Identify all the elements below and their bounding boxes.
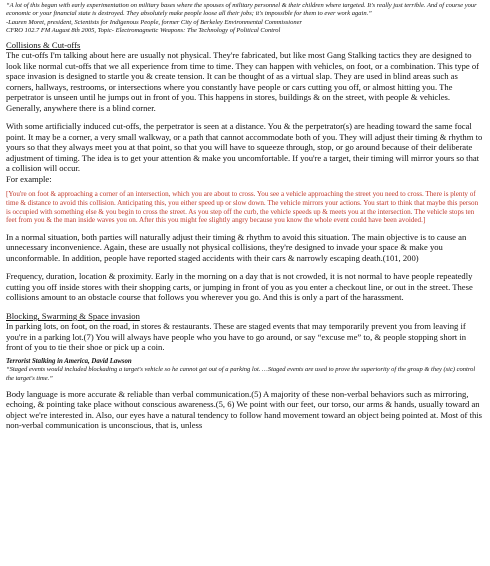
paragraph-blocking-2: Body language is more accurate & reliable than verbal communication.(5) A majority of these non-verbal behaviors such as mirroring, echoing, & pointing take place without conscious awareness.(5, 6) We point with our feet, our torso, our arms & hands, usually toward an object we're interested in. Also, our eyes have a natural tendency to follow hand movement toward an object being pointed at. Most of this non-verbal communication is unconscious, that is, unless xyxy=(6,388,482,431)
citation-title: Terrorist Stalking in America, David Lawson xyxy=(6,357,132,365)
example-label: For example: xyxy=(6,173,52,184)
paragraph-collisions-3: In a normal situation, both parties will naturally adjust their timing & rhythm to avoid this situation. The main objective is to cause an unnecessary inconvenience. Again, these are usually not physical collisions, they're designed to invade your space & make you unconformable. In addition, people have reported staged accidents with their cars & narrowly escaping death.(101, 200) xyxy=(6,231,467,263)
quote-attribution: -Lauren Moret, president, Scientists for Indigenous People, former City of Berkeley Environmental Commissioner xyxy=(6,18,303,26)
paragraph-blocking-1: In parking lots, on foot, on the road, in stores & restaurants. These are staged events that may temporarily prevent you from leaving if you're in a parking lot.(7) You will always have people who you have to go around, or say “excuse me” to, & people stopping short in front of you to tie their shoe or pick up a coin. xyxy=(6,321,467,353)
section-heading-blocking: Blocking, Swarming & Space invasion xyxy=(6,310,140,321)
section-heading-collisions: Collisions & Cut-offs xyxy=(6,39,81,50)
quote-source: CFRO 102.7 FM August 8th 2005, Topic- Electromagnetic Weapons: The Technology of Political Control xyxy=(6,27,281,35)
citation-text: “Staged events would included blockading a target's vehicle so he cannot get out of a parking lot. …Staged events are used to prove the superiority of the group & they (sic) control the target's time.” xyxy=(6,366,476,382)
quote-text: “A lot of this began with early experimentation on military bases where the spouses of military personnel & their children where targeted. It's really just terrible. And of course your economic or your financial state is destroyed. They absolutely make people loose all their jobs; it's impossible for them to ever work again.” xyxy=(6,2,477,18)
example-red-text: [You're on foot & approaching a corner of an intersection, which you are about to cross. You see a vehicle approaching the street you need to cross. There is plenty of time & distance to avoid this collision. Anticipating this, you either speed up or slow down. The vehicle mirrors your actions. You start to think that maybe this person is occupied with something else & you begin to cross the street. As you step off the curb, the vehicle speeds up & meets you at the intersection. The vehicle stops ten feet from you & the man inside waves you on. After this you might fee slightly angry because you know the whole event could have been avoided.] xyxy=(6,190,479,225)
paragraph-collisions-2: With some artificially induced cut-offs, the perpetrator is seen at a distance. You & the perpetrator(s) are heading toward the same focal point. It may be a corner, a very small walkway, or a path that cannot accommodate both of you. They will adjust their timing & rhythm to yours so that they always meet you at that point, so that you will have to squeeze through, stop, or go around because of their deliberate adjustment of timing. The idea is to get your attention & make you uncomfortable. If you're a target, their timing will mirror yours so that a collision will occur. xyxy=(6,121,483,174)
intro-quote xyxy=(6,2,484,36)
paragraph-collisions-4: Frequency, duration, location & proximity. Early in the morning on a day that is not crowded, it is not normal to have people repeatedly cutting you off inside stores with their shopping carts, or jumping in front of you as you enter a checkout line, or out in the street. These collisions amount to an obstacle course that follows you wherever you go. And this is only a part of the harassment. xyxy=(6,271,473,303)
paragraph-collisions-1: The cut-offs I'm talking about here are usually not physical. They're fabricated, but like most Gang Stalking tactics they are designed to look like normal cut-offs that we all experience from time to time. They can happen with vehicles, on foot, or a combination. This type of space invasion is designed to startle you & create tension. It can be thought of as a virtual slap. They are used in blind areas such as corners, hallways, restrooms, or intersections where you constantly have people or cars cutting you off, or almost hitting you. The perpetrator is unseen until he jumps out in front of you. This happens in stores, buildings & on the street, with people & vehicles. Generally, anywhere there is a blind corner. xyxy=(6,50,480,113)
